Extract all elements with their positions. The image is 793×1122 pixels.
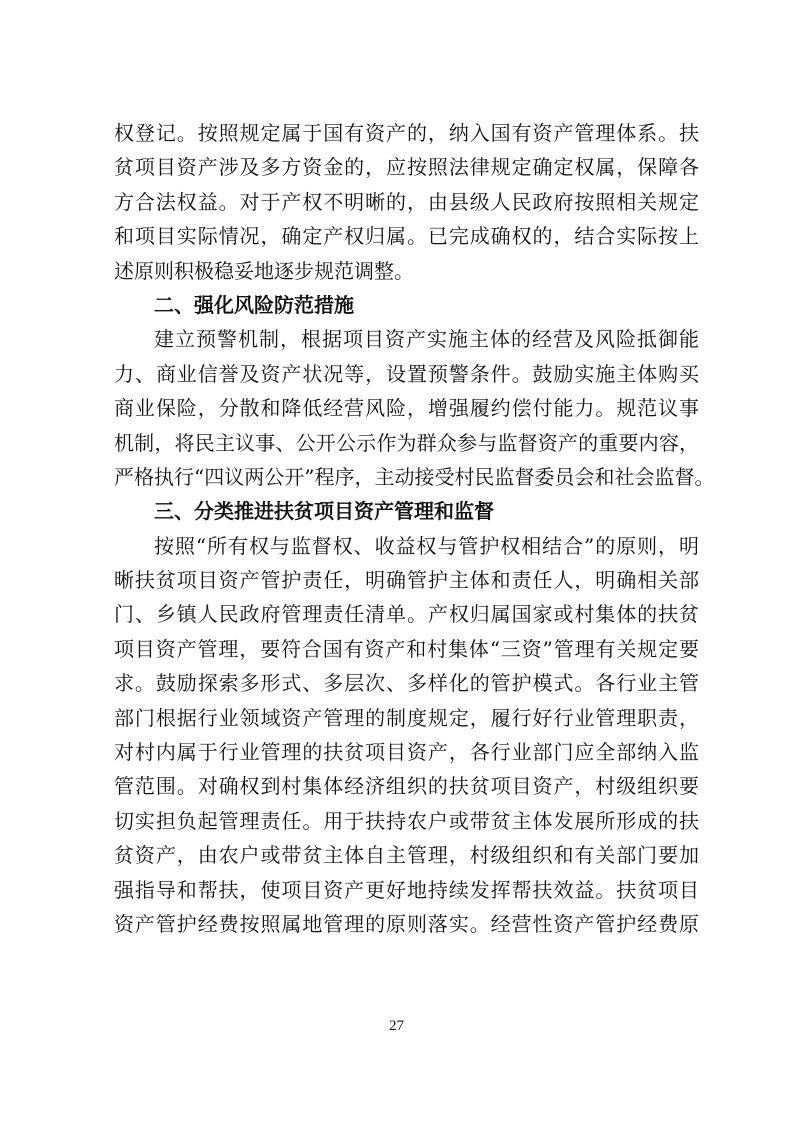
paragraph-line: 强指导和帮扶，使项目资产更好地持续发挥帮扶效益。扶贫项目	[114, 877, 699, 902]
paragraph-line: 方合法权益。对于产权不明晰的，由县级人民政府按照相关规定	[114, 189, 699, 214]
paragraph-line: 力、商业信誉及资产状况等，设置预警条件。鼓励实施主体购买	[114, 361, 699, 386]
section-heading-2: 二、强化风险防范措施	[154, 292, 354, 317]
paragraph-line: 商业保险，分散和降低经营风险，增强履约偿付能力。规范议事	[114, 396, 699, 421]
paragraph-line: 建立预警机制，根据项目资产实施主体的经营及风险抵御能	[154, 327, 699, 352]
paragraph-line: 对村内属于行业管理的扶贫项目资产，各行业部门应全部纳入监	[114, 740, 699, 765]
paragraph-line: 和项目实际情况，确定产权归属。已完成确权的，结合实际按上	[114, 224, 699, 249]
paragraph-line: 晰扶贫项目资产管护责任，明确管护主体和责任人，明确相关部	[114, 568, 699, 593]
paragraph-line: 严格执行“四议两公开”程序，主动接受村民监督委员会和社会监督。	[114, 464, 715, 489]
page-number: 27	[389, 1018, 404, 1034]
paragraph-line: 门、乡镇人民政府管理责任清单。产权归属国家或村集体的扶贫	[114, 602, 699, 627]
paragraph-line: 权登记。按照规定属于国有资产的，纳入国有资产管理体系。扶	[114, 121, 699, 145]
paragraph-line: 切实担负起管理责任。用于扶持农户或带贫主体发展所形成的扶	[114, 808, 699, 833]
document-body	[114, 116, 715, 941]
paragraph-line: 机制，将民主议事、公开公示作为群众参与监督资产的重要内容，	[114, 430, 699, 455]
paragraph-line: 贫资产，由农户或带贫主体自主管理，村级组织和有关部门要加	[114, 843, 699, 868]
paragraph-line: 管范围。对确权到村集体经济组织的扶贫项目资产，村级组织要	[114, 774, 699, 799]
paragraph-2	[114, 322, 715, 494]
paragraph-line: 述原则积极稳妥地逐步规范调整。	[114, 258, 414, 283]
paragraph-line: 贫项目资产涉及多方资金的，应按照法律规定确定权属，保障各	[114, 155, 699, 180]
section-heading-3: 三、分类推进扶贫项目资产管理和监督	[154, 499, 494, 524]
paragraph-3	[114, 529, 699, 942]
paragraph-line: 部门根据行业领域资产管理的制度规定，履行好行业管理职责，	[114, 705, 699, 730]
paragraph-line: 资产管护经费按照属地管理的原则落实。经营性资产管护经费原	[114, 911, 699, 936]
paragraph-line: 按照“所有权与监督权、收益权与管护权相结合”的原则，明	[154, 533, 699, 558]
paragraph-line: 求。鼓励探索多形式、多层次、多样化的管护模式。各行业主管	[114, 671, 699, 696]
paragraph-line: 项目资产管理，要符合国有资产和村集体“三资”管理有关规定要	[114, 636, 699, 661]
paragraph-1	[114, 116, 699, 288]
